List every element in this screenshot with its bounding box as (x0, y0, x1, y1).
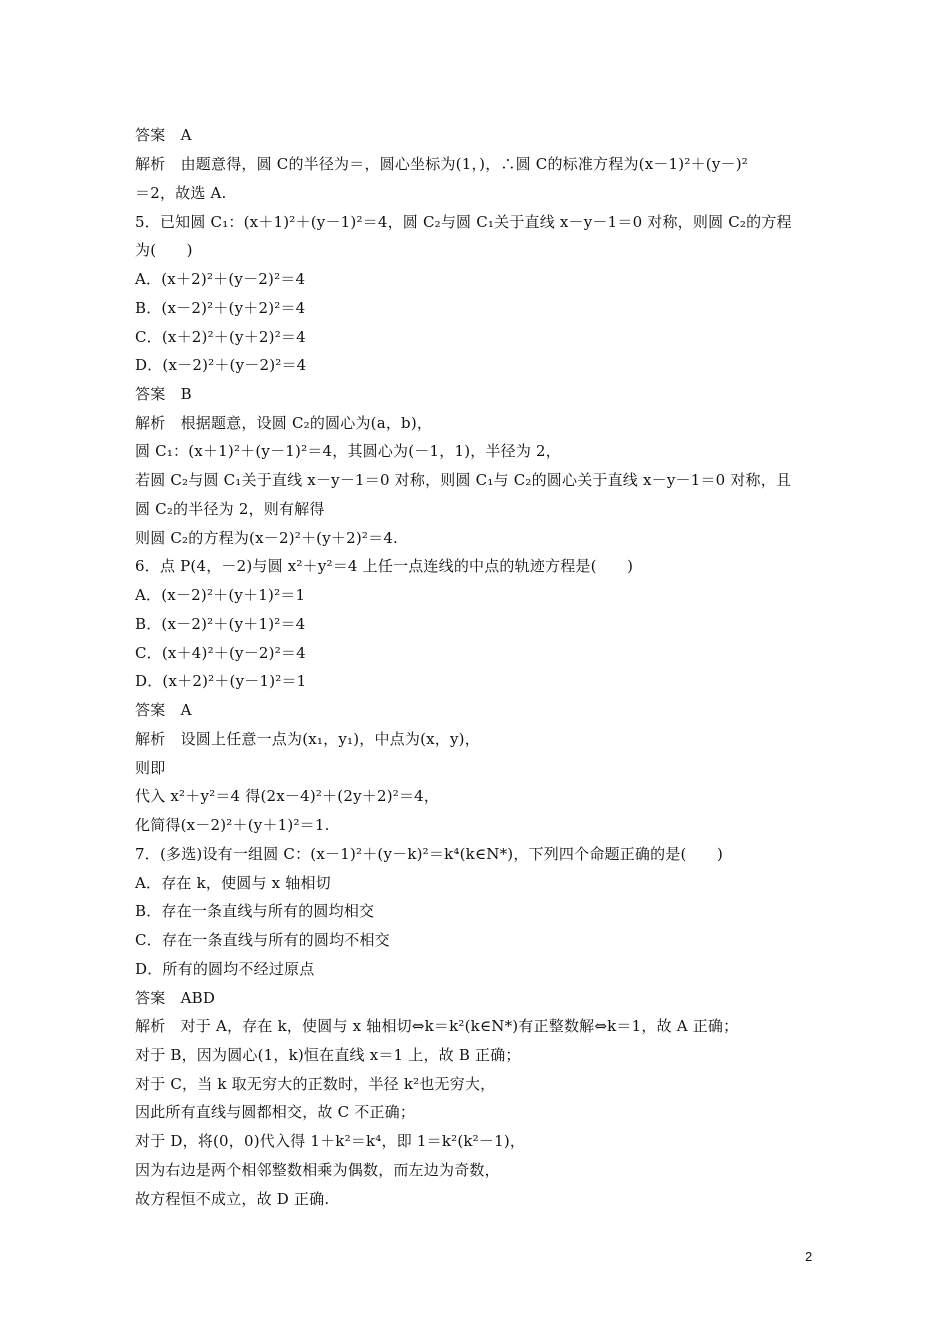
text-line: C．(x＋2)²＋(y＋2)²＝4 (135, 328, 306, 346)
text-line: D．(x－2)²＋(y－2)²＝4 (135, 356, 307, 374)
text-line: 则即 (135, 759, 166, 777)
text-line: 对于 B，因为圆心(1，k)恒在直线 x＝1 上，故 B 正确； (135, 1046, 521, 1064)
text-line: 答案 A (135, 126, 192, 144)
text-line: 圆 C₂的半径为 2，则有解得 (135, 500, 325, 518)
text-line: D．(x＋2)²＋(y－1)²＝1 (135, 672, 307, 690)
text-line: A．(x－2)²＋(y＋1)²＝1 (135, 586, 306, 604)
text-line: 为( ) (135, 241, 193, 259)
text-line: 解析 设圆上任意一点为(x₁，y₁)，中点为(x，y)， (135, 730, 480, 748)
text-line: 若圆 C₂与圆 C₁关于直线 x－y－1＝0 对称，则圆 C₁与 C₂的圆心关于直线 x－y－1＝0 对称，且 (135, 471, 792, 489)
text-line: 解析 对于 A，存在 k，使圆与 x 轴相切⇔k＝k²(k∈N*)有正整数解⇔k＝1，故 A 正确； (135, 1017, 739, 1035)
text-line: 解析 由题意得，圆 C的半径为＝，圆心坐标为(1，)，∴圆 C的标准方程为(x－1)²＋(y－)² (135, 155, 748, 173)
text-line: A．(x＋2)²＋(y－2)²＝4 (135, 270, 306, 288)
text-line: 解析 根据题意，设圆 C₂的圆心为(a，b)， (135, 414, 433, 432)
text-line: 圆 C₁：(x＋1)²＋(y－1)²＝4，其圆心为(－1，1)，半径为 2， (135, 442, 561, 460)
text-line: 化简得(x－2)²＋(y＋1)²＝1. (135, 816, 330, 834)
text-line: B．存在一条直线与所有的圆均相交 (135, 902, 375, 920)
text-line: 代入 x²＋y²＝4 得(2x－4)²＋(2y＋2)²＝4， (135, 787, 440, 805)
text-line: C．存在一条直线与所有的圆均不相交 (135, 931, 390, 949)
text-line: 5．已知圆 C₁：(x＋1)²＋(y－1)²＝4，圆 C₂与圆 C₁关于直线 x－y－1＝0 对称，则圆 C₂的方程 (135, 213, 792, 231)
page-number: 2 (805, 1249, 813, 1264)
text-line: 因此所有直线与圆都相交，故 C 不正确； (135, 1103, 416, 1121)
text-line: 对于 D，将(0，0)代入得 1＋k²＝k⁴，即 1＝k²(k²－1)， (135, 1132, 526, 1150)
text-line: 对于 C，当 k 取无穷大的正数时，半径 k²也无穷大， (135, 1075, 496, 1093)
text-line: C．(x＋4)²＋(y－2)²＝4 (135, 644, 306, 662)
text-line: 答案 B (135, 385, 192, 403)
text-line: 6．点 P(4，－2)与圆 x²＋y²＝4 上任一点连线的中点的轨迹方程是( ) (135, 557, 634, 575)
text-line: B．(x－2)²＋(y＋2)²＝4 (135, 299, 306, 317)
text-line: 7．(多选)设有一组圆 C：(x－1)²＋(y－k)²＝k⁴(k∈N*)，下列四个命题正确的是( ) (135, 845, 724, 863)
text-line: 答案 A (135, 701, 192, 719)
text-line: B．(x－2)²＋(y＋1)²＝4 (135, 615, 306, 633)
text-line: D．所有的圆均不经过原点 (135, 960, 315, 978)
text-line: 答案 ABD (135, 989, 216, 1007)
text-line: 因为右边是两个相邻整数相乘为偶数，而左边为奇数， (135, 1161, 500, 1179)
text-line: 则圆 C₂的方程为(x－2)²＋(y＋2)²＝4. (135, 529, 399, 547)
text-line: ＝2，故选 A. (135, 184, 227, 202)
text-line: A．存在 k，使圆与 x 轴相切 (135, 874, 331, 892)
text-line: 故方程恒不成立，故 D 正确. (135, 1190, 330, 1208)
